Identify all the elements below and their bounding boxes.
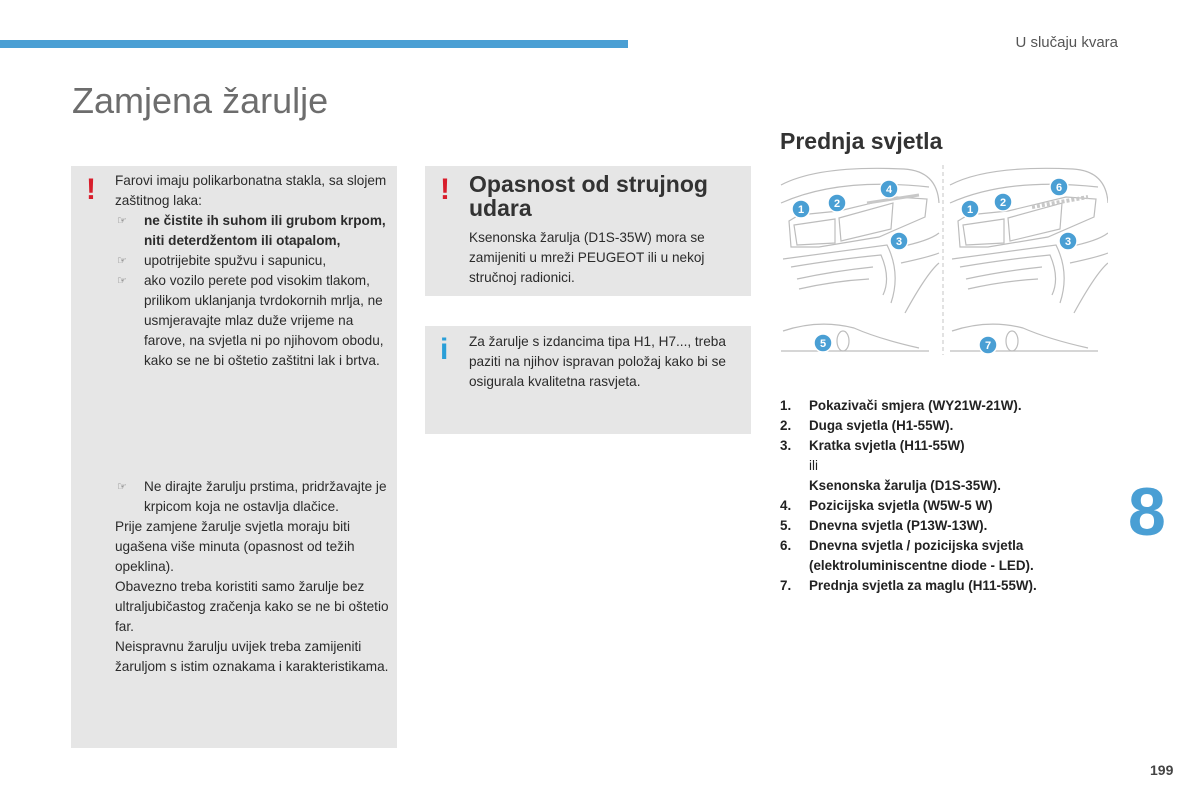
legend-list [780,396,1100,596]
pointing-hand-icon: ☞ [117,481,127,493]
list-item-text: Pozicijska svjetla (W5W-5 W) [809,498,993,513]
diagram-badge [792,200,810,218]
list-item-number: 5. [780,518,792,533]
pointing-hand-icon: ☞ [117,255,127,267]
warning-box [71,166,397,748]
list-item [780,576,1100,596]
headlight-right-drawing [950,168,1108,351]
warning-content [115,171,393,371]
list-item [115,271,393,371]
danger-box [425,166,751,296]
list-item-text: ako vozilo perete pod visokim tlakom, prilikom uklanjanja tvrdokornih mrlja, ne usmjeravajte mlaz duže vrijeme na farove, na svjetla ni po njihovom obodu, kako se ne bi oštetio zaštitni lak i brtva. [144,273,384,368]
list-item [780,396,1100,416]
list-item-number: 6. [780,538,792,553]
pointing-hand-icon: ☞ [117,275,127,287]
diagram-badge [1059,232,1077,250]
svg-text:7: 7 [984,340,992,352]
headlight-left-drawing [781,168,939,351]
list-item-text: Dnevna svjetla / pozicijska svjetla (elektroluminiscentne diode - LED). [809,538,1034,573]
list-item [780,416,1100,436]
diagram-badge [1050,178,1068,196]
list-item-alt: Ksenonska žarulja (D1S-35W). [809,478,1001,493]
warning-icon: ! [440,173,450,206]
svg-text:1: 1 [797,204,805,216]
list-item-text: Ne dirajte žarulju prstima, pridržavajte je krpicom koja ne ostavlja dlačice. [144,479,387,514]
info-text: Za žarulje s izdancima tipa H1, H7..., treba paziti na njihov ispravan položaj kako bi se osigurala kvalitetna rasvjeta. [469,334,726,389]
header-accent-bar [0,40,628,48]
headlight-diagram [779,163,1108,358]
diagram-badge [880,180,898,198]
danger-text: Ksenonska žarulja (D1S-35W) mora se zamijeniti u mreži PEUGEOT ili u nekoj stručnoj radionici. [469,230,705,285]
list-item [780,516,1100,536]
page-number: 199 [1150,762,1174,778]
chapter-number: 8 [1128,474,1166,550]
front-lights-heading: Prednja svjetla [780,128,943,154]
page-title: Zamjena žarulje [72,80,329,121]
warning-paragraph: Neispravnu žarulju uvijek treba zamijeniti žaruljom s istim oznakama i karakteristikama. [115,639,389,674]
list-item-text: Dnevna svjetla (P13W-13W). [809,518,988,533]
list-item-number: 7. [780,578,792,593]
diagram-badge [979,336,997,354]
warning-paragraph: Obavezno treba koristiti samo žarulje bez ultraljubičastog zračenja kako se ne bi oštetio far. [115,579,389,634]
list-item [780,496,1100,516]
list-item [115,477,393,517]
section-title: U slučaju kvara [1015,34,1118,51]
svg-text:5: 5 [819,338,827,350]
list-item-number: 2. [780,418,792,433]
danger-title: Opasnost od strujnog udara [469,171,708,221]
list-item-number: 4. [780,498,792,513]
svg-text:6: 6 [1055,182,1063,194]
diagram-badge [890,232,908,250]
diagram-badge [961,200,979,218]
list-item [115,211,393,251]
list-item [115,251,393,271]
list-item [780,436,1100,496]
svg-text:1: 1 [966,204,974,216]
list-item-number: 1. [780,398,792,413]
warning-intro: Farovi imaju polikarbonatna stakla, sa slojem zaštitnog laka: [115,173,387,208]
list-item-text: Pokazivači smjera (WY21W-21W). [809,398,1022,413]
svg-text:2: 2 [999,197,1007,209]
svg-text:3: 3 [1064,236,1072,248]
diagram-badge [814,334,832,352]
list-item-text: Duga svjetla (H1-55W). [809,418,954,433]
list-item [780,536,1100,576]
info-box [425,326,751,434]
list-item-number: 3. [780,438,792,453]
list-item-text: upotrijebite spužvu i sapunicu, [144,253,327,268]
warning-paragraph: Prije zamjene žarulje svjetla moraju biti ugašena više minuta (opasnost od težih opeklina). [115,519,355,574]
pointing-hand-icon: ☞ [117,215,127,227]
list-item-text: Prednja svjetla za maglu (H11-55W). [809,578,1037,593]
svg-text:2: 2 [833,198,841,210]
warning-content-2 [115,477,393,677]
list-item-text: ne čistite ih suhom ili grubom krpom, niti deterdžentom ili otapalom, [144,213,386,248]
list-item-text: Kratka svjetla (H11-55W) [809,438,965,453]
list-item-or: ili [809,458,818,473]
svg-text:3: 3 [895,236,903,248]
warning-icon: ! [86,173,96,206]
diagram-badge [994,193,1012,211]
info-icon: i [440,333,449,366]
diagram-badge [828,194,846,212]
svg-text:4: 4 [885,184,893,196]
